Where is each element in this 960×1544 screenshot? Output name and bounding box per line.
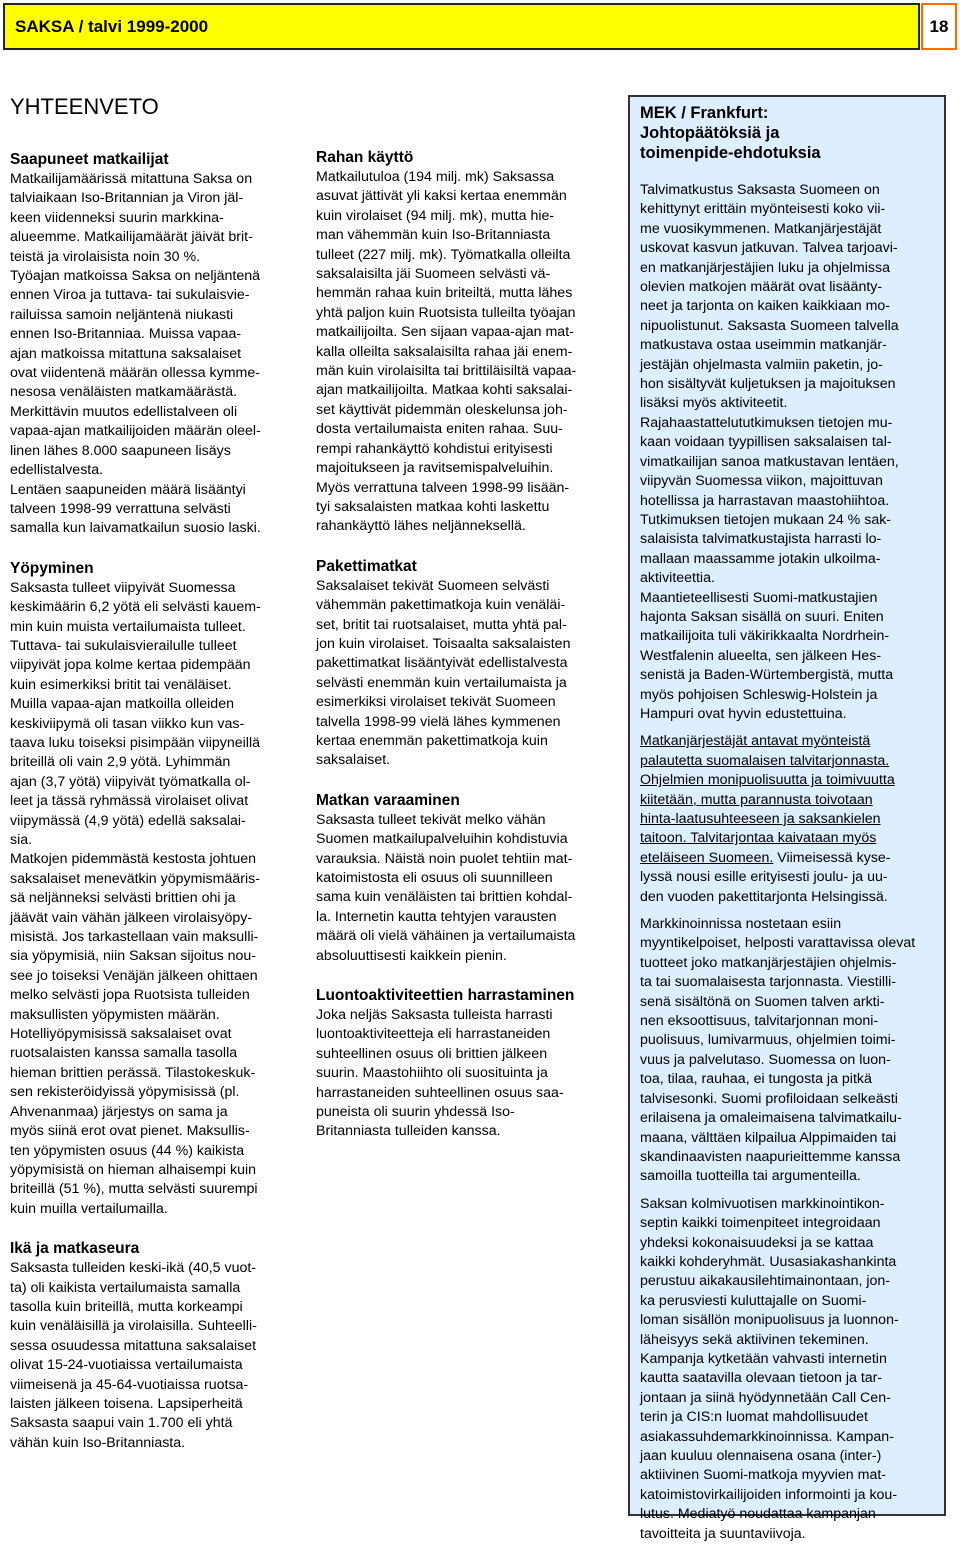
section-text-nature: Joka neljäs Saksasta tulleista harrasti luontoaktiviteetteja eli harrastaneiden suhteellinen osuus oli brittien jälkeen suurin. Maastohiihto oli suosituinta ja harrastaneiden suhteellinen osuus saa- puneista oli suurin yhdessä Iso- Britanniasta tulleiden kanssa. bbox=[316, 1007, 564, 1140]
conclusions-box bbox=[628, 95, 946, 1542]
section-title-arrivals: Saapuneet matkailijat bbox=[10, 151, 169, 168]
left-column bbox=[10, 92, 308, 1453]
main-heading: YHTEENVETO bbox=[10, 94, 159, 119]
page-number: 18 bbox=[921, 3, 957, 50]
section-title-age: Ikä ja matkaseura bbox=[10, 1240, 140, 1258]
box-paragraph-2-underlined: Matkanjärjestäjät antavat myönteistä palautetta suomalaisen talvitarjonnasta. Ohjelmien monipuolisuutta ja toimivuutta kiitetään, mutta parannusta toivotaan hinta-laatusuhteeseen ja saksankielen taitoon. Talvitarjontaa kaivataan myös eteläiseen Suomeen. bbox=[640, 733, 895, 866]
section-title-overnight: Yöpyminen bbox=[10, 559, 94, 577]
box-paragraph-3: Markkinoinnissa nostetaan esiin myyntikelpoiset, helposti varattavissa olevat tuotteet joko matkanjärjestäjien ohjelmis- ta tai suomalaisesta tarjonnasta. Viestilli- senä sisältönä on Suomen talven arkti- nen eksoottisuus, talvitarjonnan moni- puolisuus, lumivarmuus, ohjelmien toimi- vuus ja palvelutaso. Suomessa on luon- toa, tilaa, rauhaa, ei tungosta ja pitkä talvisesonki. Suomi profiloidaan selkeästi erilaisena ja omaleimaisena talvimatkailu- maana, välttäen kilpailua Alppimaiden tai skandinaavisten naapurieittemme kanssa samoilla tuotteilla tai argumenteilla. bbox=[640, 916, 916, 1185]
box-paragraph-1: Talvimatkustus Saksasta Suomeen on kehittynyt erittäin myönteisesti koko vii- me vuosikymmenen. Matkanjärjestäjät uskovat kasvun jatkuvan. Talvea tarjoavi- en matkanjärjestäjien luku ja ohjelmissa olevien matkojen määrät ovat lisäänty- neet ja tarjonta on kaiken kaikkiaan mo- nipuolistunut. Saksasta Suomeen talvella matkustava ostaa useimmin matkanjär- jestäjän ohjelmasta valmiin paketin, jo- hon sisältyvät kuljetuksen ja majoituksen lisäksi myös aktiviteetit. Rajahaastattelututkimuksen tietojen mu- kaan voidaan tyypillisen saksalaisen tal- vimatkailijan sanoa matkustavan lentäen, viipyvän Suomessa viikon, majoittuvan hotellissa ja harrastavan maastohiihtoa. Tutkimuksen tietojen mukaan 24 % sak- salaisista talvimatkustajista harrasti lo- mallaan maassamme jotakin ulkoilma- aktiviteettia. Maantieteellisesti Suomi-matkustajien hajonta Saksan sisällä on suuri. Eniten matkailijoita tuli väkirikkaalta Nordrhein- Westfalenin alueelta, sen jälkeen Hes- senistä ja Baden-Würtembergistä, mutta myös pohjoisen Schleswig-Holstein ja Hampuri ovat hyvin edustettuina. bbox=[640, 182, 899, 722]
section-text-overnight: Saksasta tulleet viipyivät Suomessa keskimäärin 6,2 yötä eli selvästi kauem- min kuin muista vertailumaista tulleet. Tuttava- tai sukulaisvierailulle tulleet viipyivät jopa kolme kertaa pidempään kuin esimerkiksi britit tai venäläiset. Muilla vapaa-ajan matkoilla olleiden keskiviipymä oli tasan viikko kun vas- taava luku toiseksi pisimpään viipyneillä briteillä oli vain 2,9 yötä. Lyhimmän ajan (3,7 yötä) viipyivät työmatkalla ol- leet ja tässä ryhmässä virolaiset olivat viipymässä (4,9 yötä) edellä saksalai- sia. Matkojen pidemmästä kestosta johtuen saksalaiset menevätkin yöpymismääris- sä neljänneksi selvästi brittien ohi ja jäävät vain vähän jälkeen virolaisyöpy- misistä. Jos tarkastellaan vain maksulli- sia yöpymisiä, niin Saksan sijoitus nou- see jo toiseksi Venäjän jälkeen ohittaen melko selvästi jopa Ruotsista tulleiden maksullisten yöpymisten määrän. Hotelliyöpymisissä saksalaiset ovat ruotsalaisten kanssa samalla tasolla hieman brittien perässä. Tilastokeskuk- sen rekisteröidyissä yöpymisissä (pl. Ahvenanmaa) järjestys on sama ja myös siinä erot ovat pienet. Maksullis- ten yöpymisten osuus (44 %) kaikista yöpymisistä on hieman alhaisempi kuin briteillä (51 %), mutta selvästi suurempi kuin muilla vertailumailla. bbox=[10, 579, 261, 1217]
box-title: MEK / Frankfurt: Johtopäätöksiä ja toimenpide-ehdotuksia bbox=[640, 104, 821, 162]
box-paragraph-2 bbox=[640, 732, 936, 907]
box-paragraph-2-rest: Viimeisessä kyse- lyssä nousi esille erityisesti joulu- ja uu- den vuoden pakettitarjonta Helsingissä. bbox=[640, 849, 891, 905]
section-title-packages: Pakettimatkat bbox=[316, 557, 417, 575]
section-text-spending: Matkailutuloa (194 milj. mk) Saksassa asuvat jättivät yli kaksi kertaa enemmän kuin virolaiset (94 milj. mk), mutta hie- man vähemmän kuin Iso-Britanniasta tulleet (227 milj. mk). Työmatkalla olleilta saksalaisilta jäi Suomeen selvästi vä- hemmän rahaa kuin briteiltä, mutta lähes yhtä paljon kuin Ruotsista tulleilta työajan matkailijoilta. Sen sijaan vapaa-ajan mat- kalla olleilta saksalaisilta rahaa jäi enem- män kuin virolaisilta tai brittiläisiltä vapaa- ajan matkailijoilta. Matkaa kohti saksalai- set käyttivät pidemmän oleskelunsa joh- dosta vertailumaista eniten rahaa. Suu- rempi rahankäyttö kohdistui erityisesti majoitukseen ja ravitsemispalveluihin. Myös verrattuna talveen 1998-99 lisään- tyi saksalaisten matkaa kohti laskettu rahankäyttö lähes neljänneksellä. bbox=[316, 169, 577, 535]
section-text-packages: Saksalaiset tekivät Suomeen selvästi vähemmän pakettimatkoja kuin venäläi- set, britit tai ruotsalaiset, mutta yhtä pal- jon kuin virolaiset. Toisaalta saksalaisten pakettimatkat lisääntyivät edellistalvesta selvästi enemmän kuin vertailumaista ja esimerkiksi virolaiset tekivät Suomeen talvella 1998-99 vielä lähes kymmenen kertaa enemmän pakettimatkoja kuin saksalaiset. bbox=[316, 577, 571, 769]
section-text-booking: Saksasta tulleet tekivät melko vähän Suomen matkailupalveluihin kohdistuvia varauksia. Näistä noin puolet tehtiin mat- katoimistosta eli osuus oli suunnilleen sama kuin venäläisten tai brittien kohdal- la. Internetin kautta tehtyjen varausten määrä oli vielä vähäinen ja vertailumaista absoluuttisesti kaikkein pienin. bbox=[316, 811, 576, 964]
section-title-booking: Matkan varaaminen bbox=[316, 791, 460, 809]
section-text-arrivals: Matkailijamäärissä mitattuna Saksa on talviaikaan Iso-Britannian ja Viron jäl- keen viidenneksi suurin markkina- alueemme. Matkailijamäärät jäivät brit- teistä ja virolaisista noin 30 %. Työajan matkoissa Saksa on neljäntenä ennen Viroa ja tuttava- tai sukulaisvie- railuissa samoin neljäntenä niukasti ennen Iso-Britanniaa. Muissa vapaa- ajan matkoissa mitattuna saksalaiset ovat viidentenä määrän ollessa kymme- nesosa venäläisten matkamäärästä. Merkittävin muutos edellistalveen oli vapaa-ajan matkailijoiden määrän oleel- linen lähes 8.000 saapuneen lisäys edellistalvesta. Lentäen saapuneiden määrä lisääntyi talveen 1998-99 verrattuna selvästi samalla kun laivamatkailun suosio laski. bbox=[10, 171, 261, 537]
section-text-age: Saksasta tulleiden keski-ikä (40,5 vuot- ta) oli kaikista vertailumaista samalla tasolla kuin briteillä, mutta korkeampi kuin venäläisillä ja virolaisilla. Suhteelli- sessa osuudessa mitattuna saksalaiset olivat 15-24-vuotiaissa vertailumaista viimeisenä ja 45-64-vuotiaissa ruotsa- laisten jälkeen toisena. Lapsiperheitä Saksasta saapui vain 1.700 eli yhtä vähän kuin Iso-Britanniasta. bbox=[10, 1260, 257, 1451]
section-title-nature: Luontoaktiviteettien harrastaminen bbox=[316, 987, 575, 1005]
section-title-spending: Rahan käyttö bbox=[316, 149, 414, 166]
middle-column bbox=[316, 148, 616, 1142]
header-title: SAKSA / talvi 1999-2000 bbox=[15, 16, 209, 36]
page-header-bar bbox=[3, 3, 920, 50]
box-paragraph-4: Saksan kolmivuotisen markkinointikon- septin kaikki toimenpiteet integroidaan yhdeksi kokonaisuudeksi ja se kattaa kaikki kohderyhmät. Uusasiakashankinta perustuu aikakausilehtimainontaan, jon- ka perusviesti kuluttajalle on Suomi- loman sisällön monipuolisuus ja luonnon- läheisyys sekä aktiivinen tekeminen. Kampanja kytketään vahvasti internetin kautta saatavilla olevaan tietoon ja tar- jontaan ja siinä hyödynnetään Call Cen- terin ja CIS:n luomat mahdollisuudet asiakassuhdemarkkinoinnissa. Kampan- jaan kuuluu olennaisena osana (inter-) aktiivinen Suomi-matkoja myyvien mat- katoimistovirkailijoiden informointi ja kou- lutus. Mediatyö noudattaa kampanjan tavoitteita ja suuntaviivoja. bbox=[640, 1195, 899, 1542]
